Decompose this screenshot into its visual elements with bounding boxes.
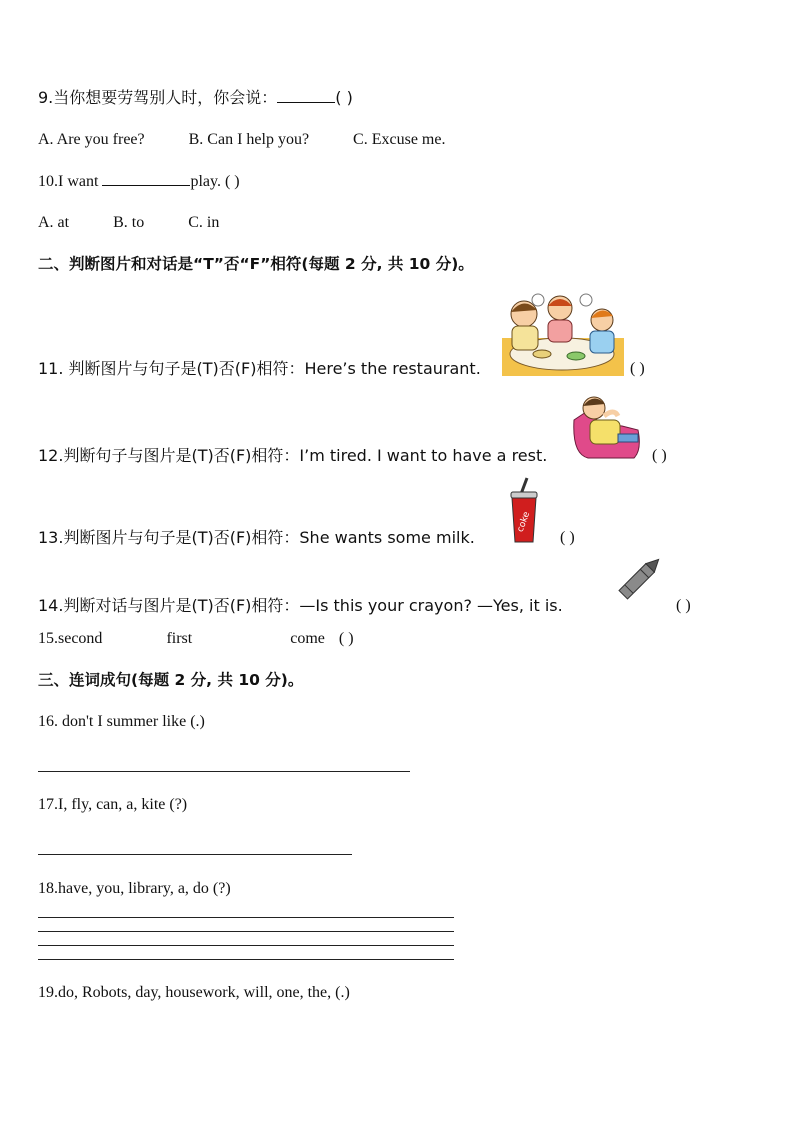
question-19: 19.do, Robots, day, housework, will, one, the, (.) bbox=[38, 984, 350, 1001]
q16-answer-line[interactable] bbox=[38, 771, 410, 772]
q15-word-2: first bbox=[166, 630, 193, 647]
q9-answer-paren[interactable]: ( ) bbox=[335, 88, 353, 107]
section-2-heading: 二、判断图片和对话是“T”否“F”相符(每题 2 分, 共 10 分)。 bbox=[38, 255, 474, 273]
question-10 bbox=[38, 171, 240, 192]
q17-answer-line[interactable] bbox=[38, 854, 352, 855]
q18-answer-line-1[interactable] bbox=[38, 917, 454, 918]
q18-answer-line-3[interactable] bbox=[38, 945, 454, 946]
q10-option-a[interactable]: A. at bbox=[38, 214, 70, 231]
q12-text: 12.判断句子与图片是(T)否(F)相符：I’m tired. I want to have a rest. bbox=[38, 446, 548, 465]
cola-cup-label: coke bbox=[515, 510, 533, 534]
question-11 bbox=[38, 359, 481, 379]
q14-text: 14.判断对话与图片是(T)否(F)相符：—Is this your crayon? —Yes, it is. bbox=[38, 596, 563, 615]
boy-resting-picture bbox=[568, 390, 644, 462]
q13-text: 13.判断图片与句子是(T)否(F)相符：She wants some milk. bbox=[38, 528, 475, 547]
q18-answer-line-2[interactable] bbox=[38, 931, 454, 932]
crayon-picture bbox=[608, 554, 664, 610]
q10-option-b[interactable]: B. to bbox=[113, 214, 145, 231]
q9-prompt: 9.当你想要劳驾别人时，你会说： bbox=[38, 88, 278, 107]
q9-options bbox=[38, 130, 445, 150]
q12-answer-paren[interactable]: ( ) bbox=[652, 447, 667, 464]
q13-answer-paren[interactable]: ( ) bbox=[560, 529, 575, 546]
question-14 bbox=[38, 596, 563, 616]
q11-answer-paren[interactable]: ( ) bbox=[630, 360, 645, 377]
q9-option-c[interactable]: C. Excuse me. bbox=[353, 131, 446, 148]
q11-text: 11. 判断图片与句子是(T)否(F)相符：Here’s the restaurant. bbox=[38, 359, 481, 378]
q15-word-1: 15.second bbox=[38, 630, 103, 647]
q10-prompt-end[interactable]: play. ( ) bbox=[190, 173, 240, 190]
question-13 bbox=[38, 528, 475, 548]
question-15 bbox=[38, 629, 354, 649]
q14-answer-paren[interactable]: ( ) bbox=[676, 597, 691, 614]
q10-answer-blank[interactable] bbox=[102, 171, 190, 186]
question-12 bbox=[38, 446, 547, 466]
question-16: 16. don't I summer like (.) bbox=[38, 713, 205, 730]
cola-cup-picture bbox=[505, 476, 545, 546]
section-3-heading: 三、连词成句(每题 2 分, 共 10 分)。 bbox=[38, 671, 304, 689]
question-17: 17.I, fly, can, a, kite (?) bbox=[38, 796, 188, 813]
question-9 bbox=[38, 88, 353, 108]
q18-answer-line-4[interactable] bbox=[38, 959, 454, 960]
q15-answer-paren[interactable]: ( ) bbox=[338, 630, 354, 647]
q10-options bbox=[38, 213, 219, 233]
q10-prompt: 10.I want bbox=[38, 173, 103, 190]
q9-answer-blank[interactable] bbox=[277, 88, 335, 103]
question-18: 18.have, you, library, a, do (?) bbox=[38, 880, 231, 897]
restaurant-picture bbox=[502, 292, 624, 376]
q9-option-a[interactable]: A. Are you free? bbox=[38, 131, 145, 148]
q15-word-3: come bbox=[290, 630, 325, 647]
q10-option-c[interactable]: C. in bbox=[188, 214, 220, 231]
q9-option-b[interactable]: B. Can I help you? bbox=[188, 131, 310, 148]
